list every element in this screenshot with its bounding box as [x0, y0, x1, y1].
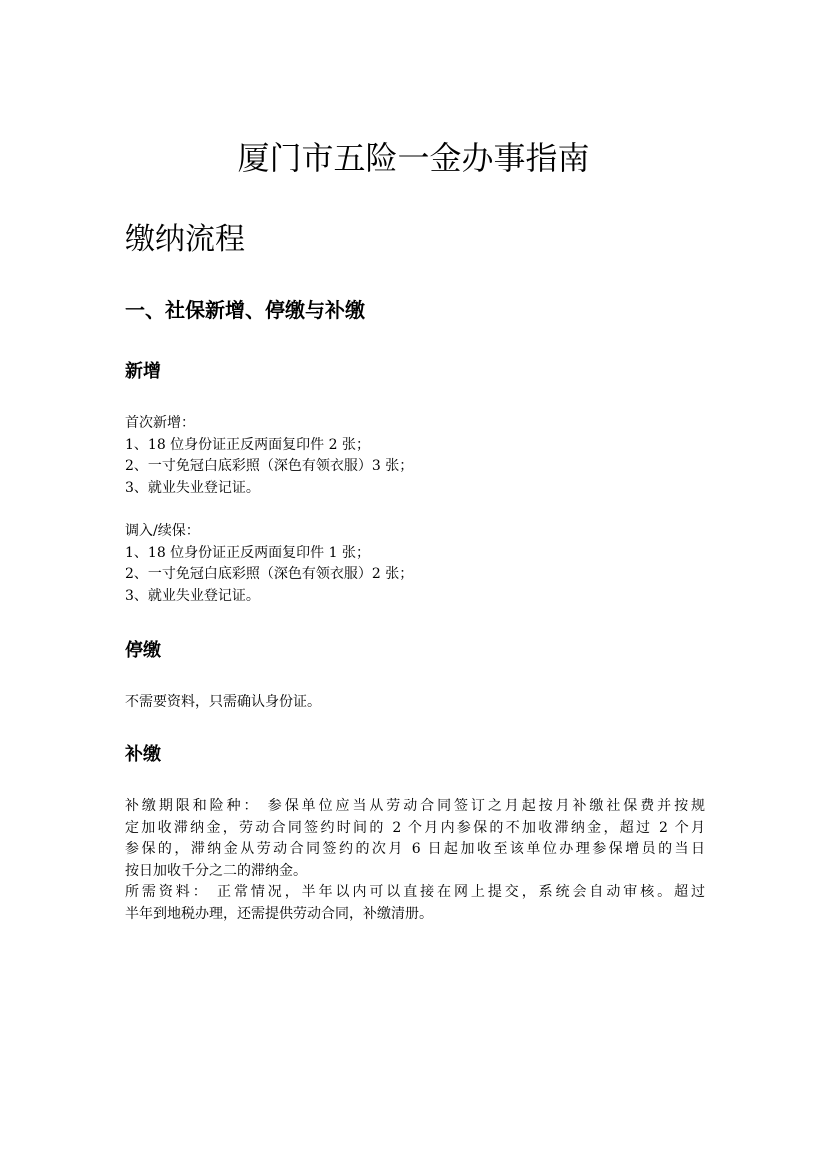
transfer-block	[125, 521, 710, 607]
first-time-label: 首次新增：	[125, 415, 195, 431]
heading-stop: 停缴	[125, 640, 161, 661]
paragraph-line: 所需资料： 正常情况，半年以内可以直接在网上提交，系统会自动审核。超过	[125, 884, 705, 900]
document-title: 厦门市五险一金办事指南	[237, 139, 590, 177]
stop-text: 不需要资料，只需确认身份证。	[125, 694, 321, 710]
first-time-block	[125, 413, 710, 499]
transfer-label: 调入/续保：	[125, 523, 200, 539]
heading-new: 新增	[125, 361, 161, 382]
list-item: 1、18 位身份证正反两面复印件 1 张；	[125, 544, 370, 561]
list-item: 1、18 位身份证正反两面复印件 2 张；	[125, 436, 370, 453]
list-item: 2、一寸免冠白底彩照（深色有领衣服）2 张；	[125, 566, 414, 582]
paragraph-line: 参保的，滞纳金从劳动合同签约的次月 6 日起加收至该单位办理参保增员的当日	[125, 841, 705, 857]
paragraph-line: 补缴期限和险种： 参保单位应当从劳动合同签订之月起按月补缴社保费并按规	[125, 798, 705, 814]
back-pay-period-paragraph	[125, 796, 705, 925]
paragraph-line: 半年到地税办理，还需提供劳动合同，补缴清册。	[125, 905, 433, 922]
section-heading-payment-process: 缴纳流程	[125, 222, 245, 257]
subsection-heading-social-security: 一、社保新增、停缴与补缴	[125, 298, 365, 322]
paragraph-line: 定加收滞纳金，劳动合同签约时间的 2 个月内参保的不加收滞纳金，超过 2 个月	[125, 819, 705, 836]
list-item: 3、就业失业登记证。	[125, 587, 260, 604]
paragraph-line: 按日加收千分之二的滞纳金。	[125, 862, 307, 879]
heading-back-pay: 补缴	[125, 744, 161, 765]
list-item: 2、一寸免冠白底彩照（深色有领衣服）3 张；	[125, 458, 414, 474]
list-item: 3、就业失业登记证。	[125, 479, 260, 496]
